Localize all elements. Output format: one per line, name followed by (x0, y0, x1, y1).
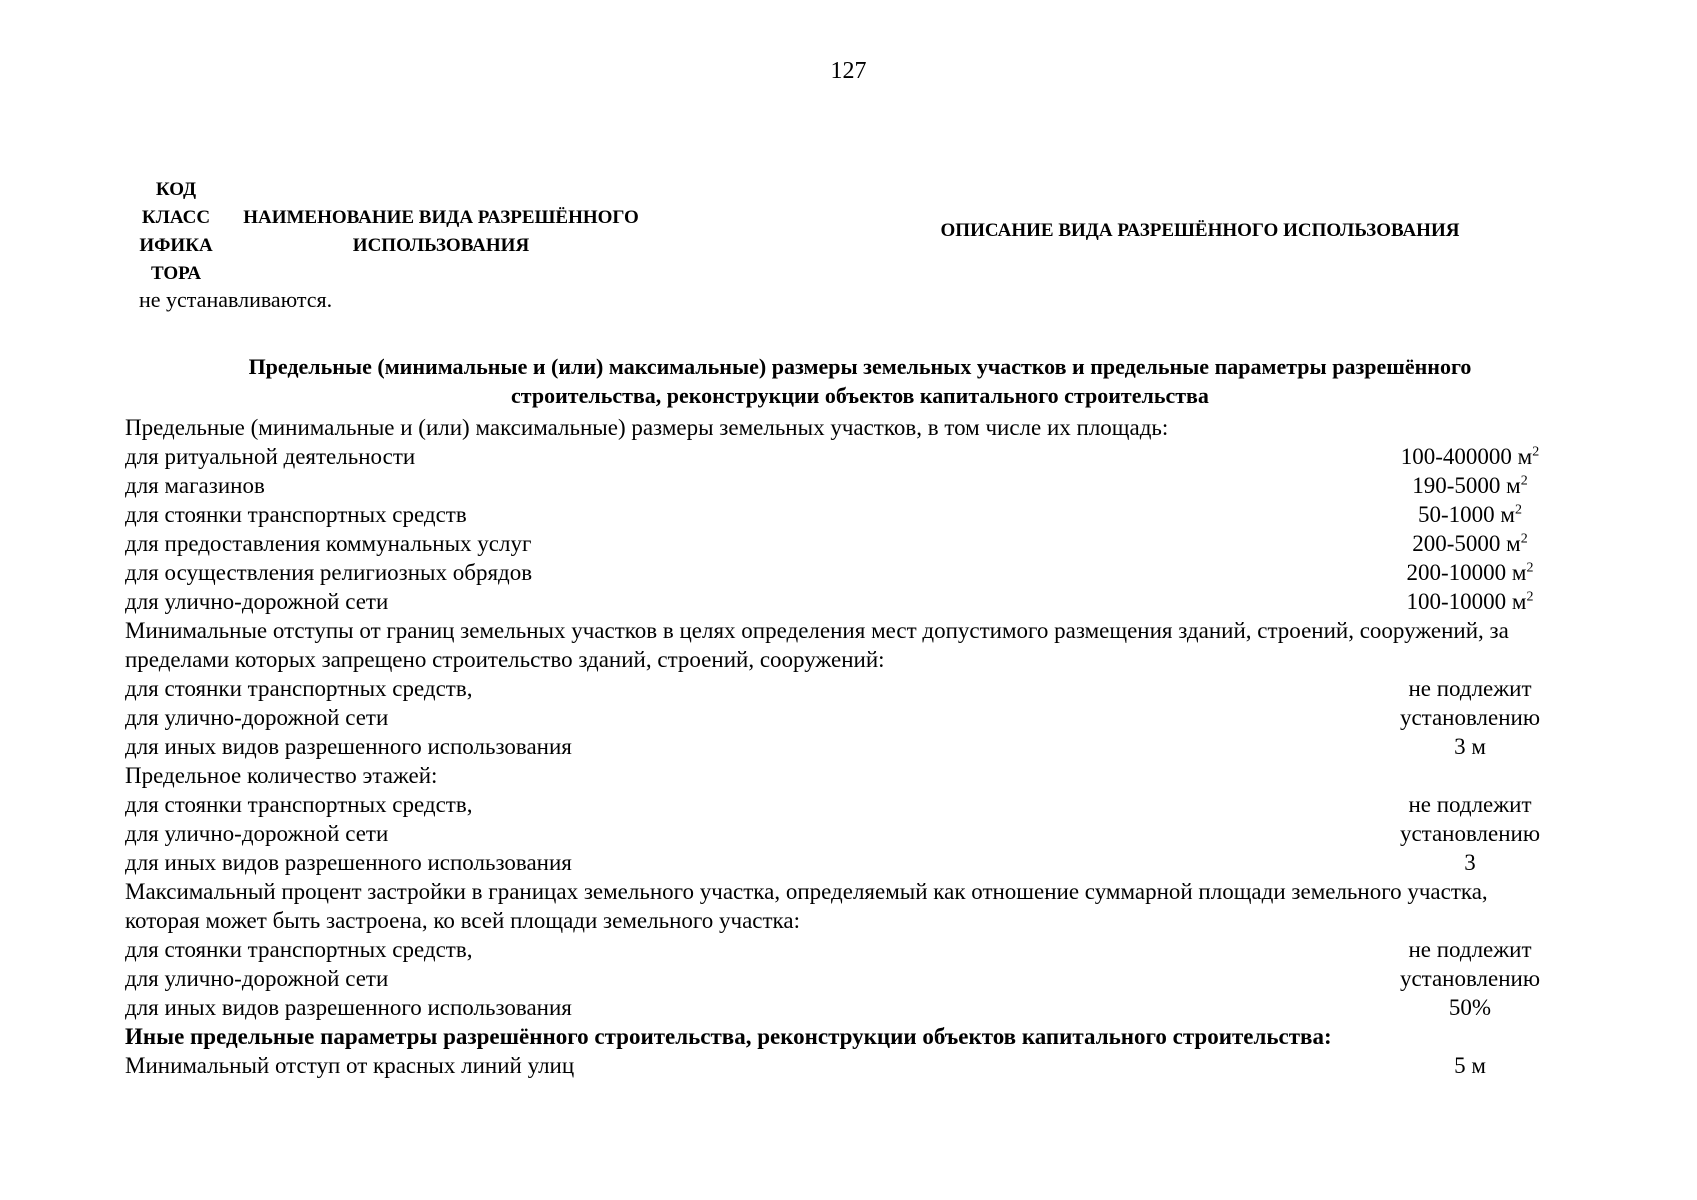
parameter-value-text: не подлежит установлению (1399, 792, 1541, 846)
parameter-value-text: не подлежит установлению (1399, 676, 1541, 730)
area-unit: м (1511, 589, 1527, 614)
parameter-row (125, 1051, 1595, 1080)
parameter-value (1225, 848, 1595, 877)
parameter-label: для осуществления религиозных обрядов (125, 560, 533, 585)
parameter-value (1225, 587, 1595, 616)
parameter-value (1225, 500, 1595, 529)
parameter-label: для предоставления коммунальных услуг (125, 531, 532, 556)
section-title: Предельные (минимальные и (или) максимальные) размеры земельных участков и предельные параметры разрешённого строительства, реконструкции объектов капитального строительства (248, 354, 1472, 408)
parameter-value (1225, 1051, 1595, 1080)
area-unit-power: 2 (1514, 502, 1522, 518)
parameter-label: для ритуальной деятельности (125, 444, 416, 469)
parameter-label: для стоянки транспортных средств, для улично-дорожной сети (125, 792, 473, 846)
parameter-value-text: 200-5000 (1412, 531, 1501, 556)
parameter-label: Минимальный отступ от красных линий улиц (125, 1053, 575, 1078)
parameter-label: для стоянки транспортных средств (125, 502, 467, 527)
parameter-value (1225, 529, 1595, 558)
area-rows (125, 442, 1595, 616)
area-unit-power: 2 (1532, 444, 1540, 460)
parameter-row (125, 848, 1595, 877)
area-unit: м (1511, 560, 1527, 585)
area-unit-power: 2 (1520, 531, 1528, 547)
parameter-value-text: 100-10000 (1406, 589, 1507, 614)
parameter-row (125, 935, 1595, 993)
other-rows (125, 1051, 1595, 1080)
parameter-label: для иных видов разрешенного использования (125, 995, 572, 1020)
area-unit-power: 2 (1526, 560, 1534, 576)
header-code-column: КОД КЛАСС ИФИКА ТОРА (139, 179, 213, 284)
parameter-label: для улично-дорожной сети (125, 589, 389, 614)
area-unit: м (1506, 531, 1521, 556)
parameter-value-text: не подлежит установлению (1399, 937, 1541, 991)
parameter-value-text: 200-10000 (1406, 560, 1507, 585)
parameter-row (125, 471, 1595, 500)
coverage-intro: Максимальный процент застройки в границах земельного участка, определяемый как отношение суммарной площади земельного участка, которая может быть застроена, ко всей площади земельного участка: (125, 879, 1488, 933)
parameter-label: для иных видов разрешенного использования (125, 850, 572, 875)
parameter-row (125, 529, 1595, 558)
area-unit-power: 2 (1520, 473, 1528, 489)
parameter-value-text: 3 (1464, 850, 1476, 875)
parameter-value-text: 3 м (1454, 734, 1486, 759)
area-intro: Предельные (минимальные и (или) максимальные) размеры земельных участков, в том числе их площадь: (125, 415, 1169, 440)
coverage-rows (125, 935, 1595, 1022)
parameter-row (125, 993, 1595, 1022)
parameter-value (1225, 442, 1595, 471)
floors-rows (125, 790, 1595, 877)
parameter-value-text: 5 м (1454, 1053, 1486, 1078)
setbacks-rows (125, 674, 1595, 761)
parameter-row (125, 790, 1595, 848)
header-name-column: НАИМЕНОВАНИЕ ВИДА РАЗРЕШЁННОГО ИСПОЛЬЗОВАНИЯ (243, 207, 639, 256)
parameter-value (1225, 674, 1595, 732)
parameter-value-text: 50-1000 (1418, 502, 1495, 527)
parameter-value (1225, 471, 1595, 500)
parameters-content (125, 413, 1595, 1080)
parameter-label: для стоянки транспортных средств, для улично-дорожной сети (125, 676, 473, 730)
parameter-row (125, 442, 1595, 471)
parameter-value (1225, 558, 1595, 587)
header-description-column: ОПИСАНИЕ ВИДА РАЗРЕШЁННОГО ИСПОЛЬЗОВАНИЯ (940, 220, 1460, 241)
page-number: 127 (830, 58, 867, 84)
parameter-row (125, 732, 1595, 761)
parameter-value-text: 50% (1448, 995, 1492, 1020)
parameter-value-text: 100-400000 (1400, 444, 1512, 469)
parameter-label: для иных видов разрешенного использования (125, 734, 572, 759)
parameter-value (1225, 993, 1595, 1022)
parameter-value-text: 190-5000 (1412, 473, 1501, 498)
parameter-row (125, 674, 1595, 732)
parameter-value (1225, 935, 1595, 993)
parameter-value (1225, 790, 1595, 848)
parameter-row (125, 500, 1595, 529)
area-unit: м (1517, 444, 1533, 469)
parameter-row (125, 587, 1595, 616)
setbacks-intro: Минимальные отступы от границ земельных участков в целях определения мест допустимого размещения зданий, строений, сооружений, за пределами которых запрещено строительство зданий, строений, сооружений: (125, 618, 1509, 672)
lead-line: не устанавливаются. (139, 287, 333, 312)
parameter-row (125, 558, 1595, 587)
other-title: Иные предельные параметры разрешённого строительства, реконструкции объектов капитального строительства: (125, 1024, 1332, 1049)
area-unit-power: 2 (1526, 589, 1534, 605)
area-unit: м (1506, 473, 1521, 498)
parameter-label: для магазинов (125, 473, 265, 498)
parameter-value (1225, 732, 1595, 761)
floors-intro: Предельное количество этажей: (125, 763, 438, 788)
parameter-label: для стоянки транспортных средств, для улично-дорожной сети (125, 937, 473, 991)
area-unit: м (1500, 502, 1515, 527)
